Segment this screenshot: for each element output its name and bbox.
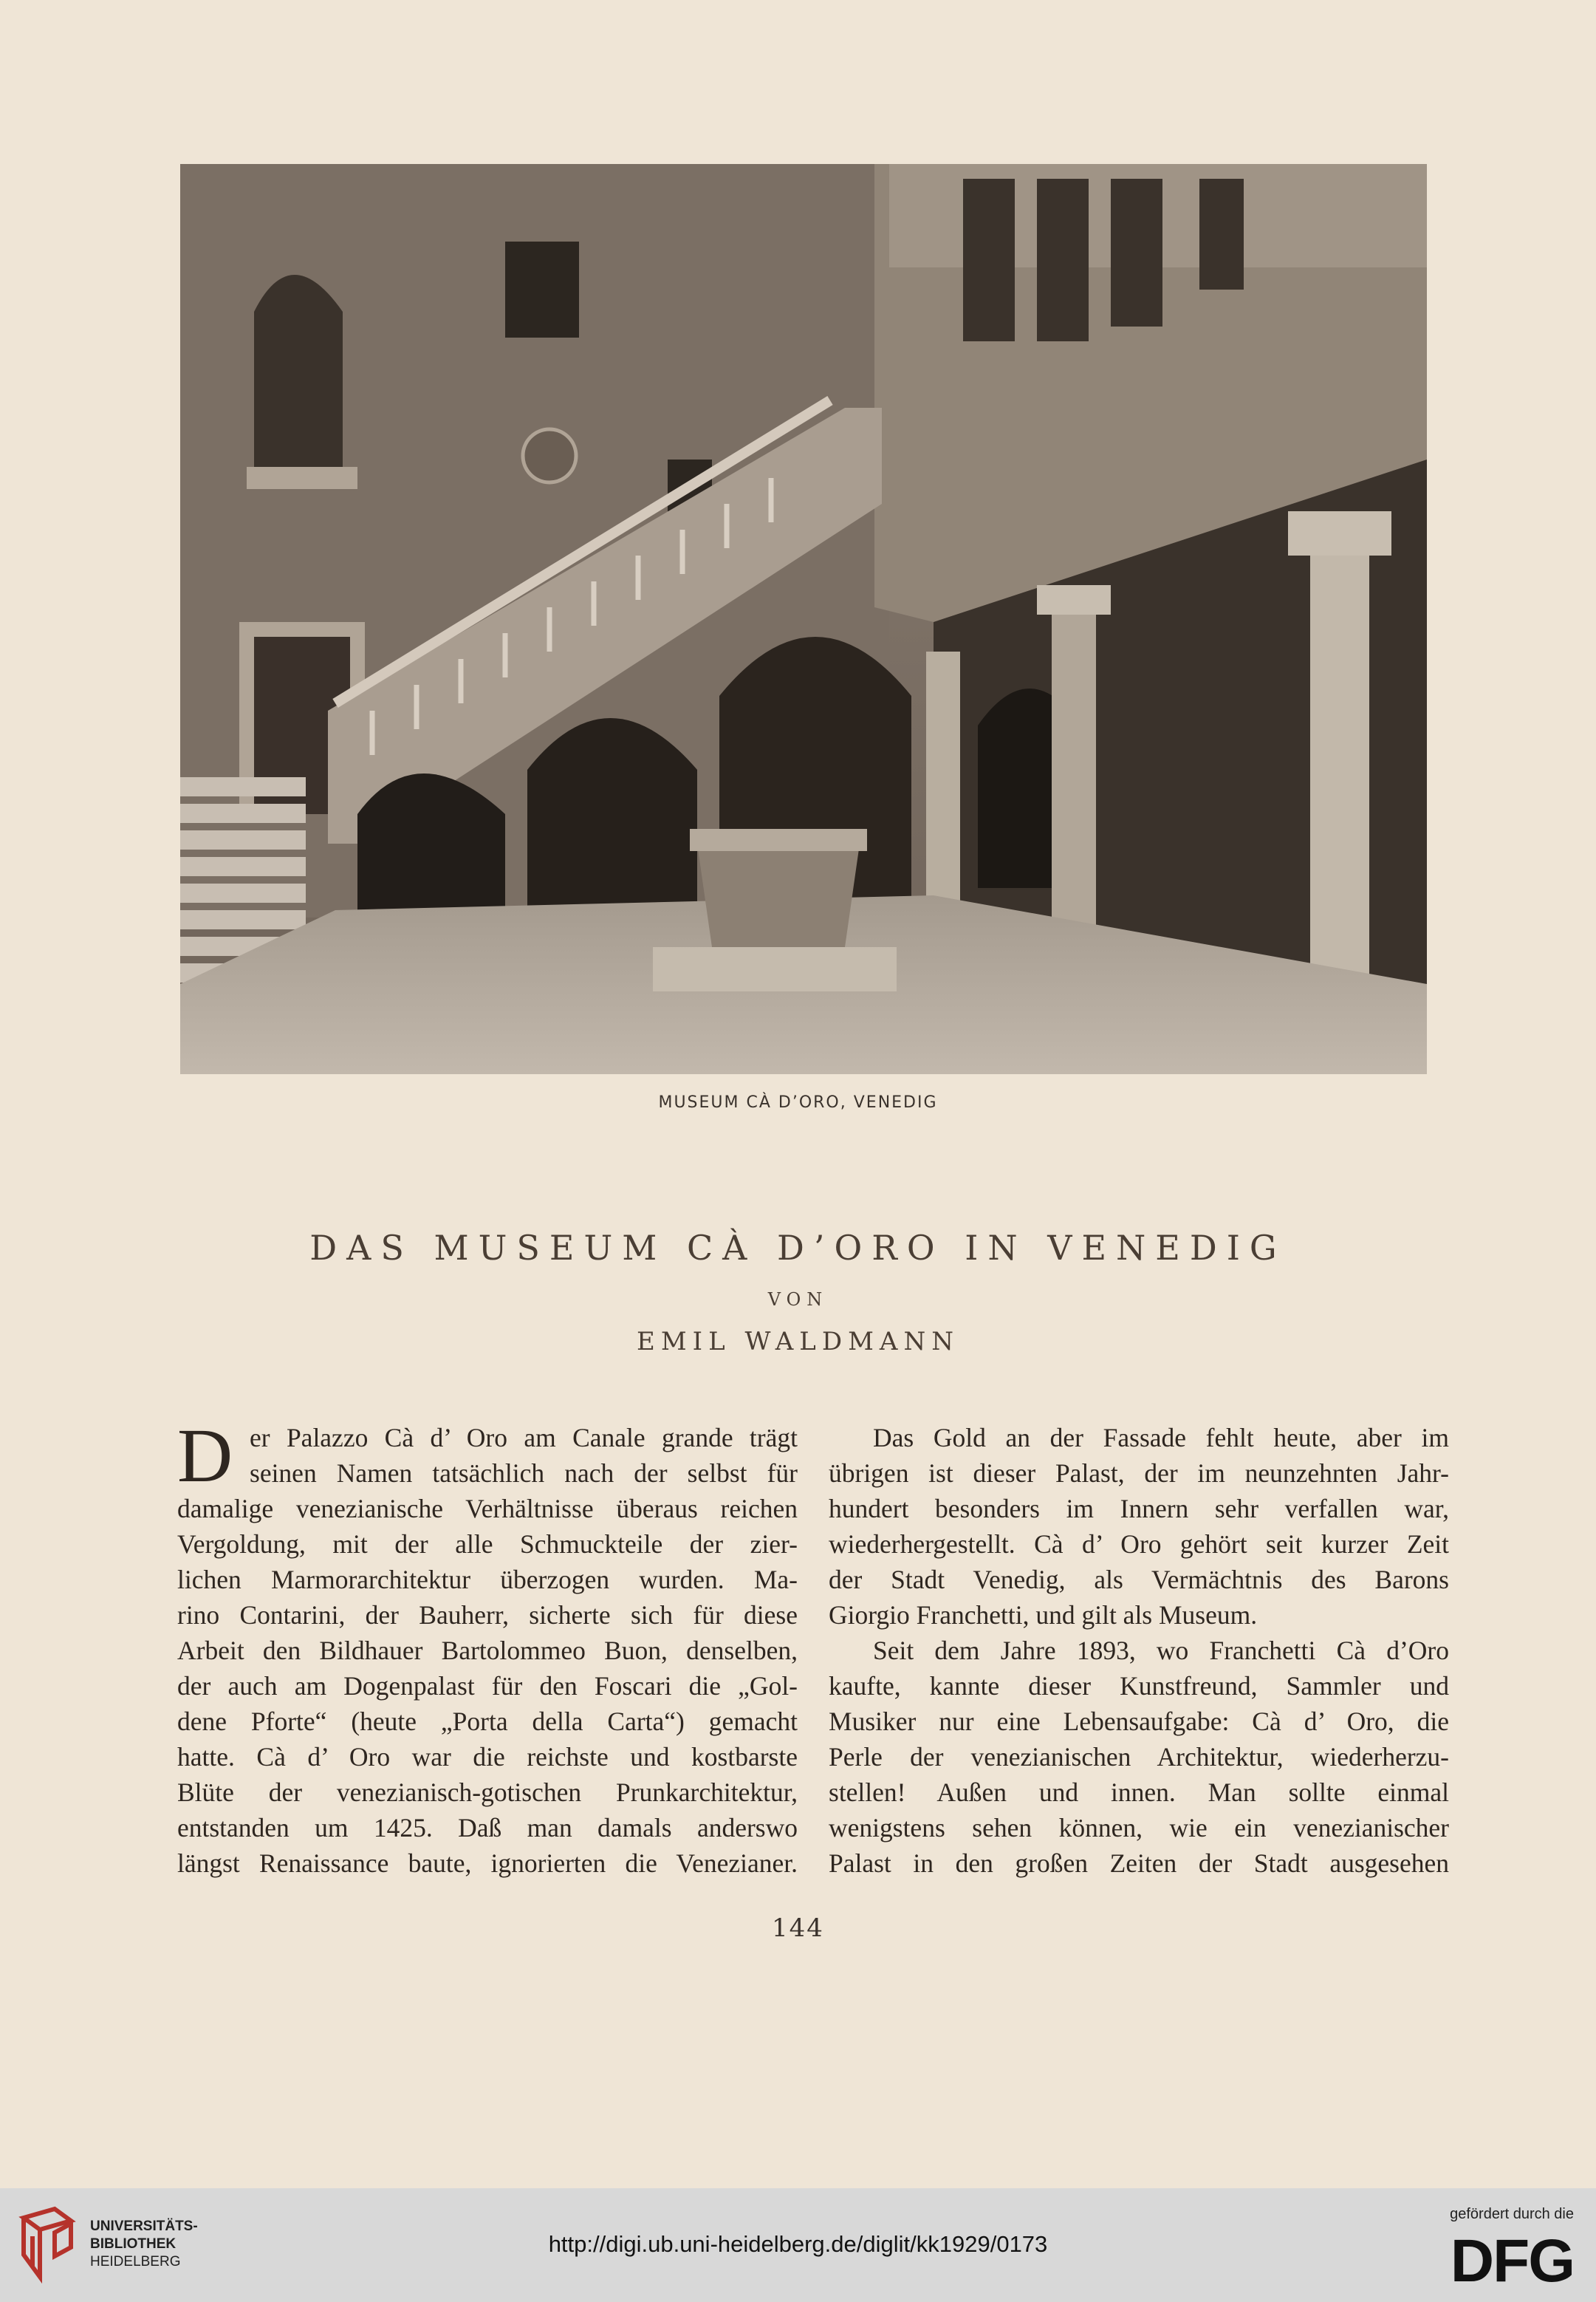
funding-label: gefördert durch die [1450, 2206, 1574, 2222]
source-url-link[interactable]: http://digi.ub.uni-heidelberg.de/diglit/kk1929/0173 [548, 2231, 1048, 2257]
text-line: Palast in den großen Zeiten der Stadt ausgesehen [829, 1848, 1449, 1878]
right-column [829, 1420, 1449, 1881]
text-line: Arbeit den Bildhauer Bartolommeo Buon, denselben, [177, 1636, 798, 1665]
text-line: wenigstens sehen können, wie ein venezianischer [829, 1813, 1449, 1842]
text-line: wiederhergestellt. Cà d’ Oro gehört seit kurzer Zeit [829, 1529, 1449, 1559]
library-line-3: HEIDELBERG [90, 2254, 181, 2269]
text-line: Das Gold an der Fassade fehlt heute, aber im [873, 1423, 1449, 1452]
text-line: entstanden um 1425. Daß man damals anderswo [177, 1813, 798, 1842]
article-author: EMIL WALDMANN [637, 1327, 959, 1356]
page-number: 144 [772, 1913, 824, 1943]
article-title: DAS MUSEUM CÀ D’ORO IN VENEDIG [309, 1228, 1287, 1268]
text-line: Musiker nur eine Lebensaufgabe: Cà d’ Oro, die [829, 1707, 1449, 1736]
text-line: Giorgio Franchetti, und gilt als Museum. [829, 1600, 1258, 1630]
text-line: übrigen ist dieser Palast, der im neunzehnten Jahr- [829, 1458, 1449, 1488]
text-line: er Palazzo Cà d’ Oro am Canale grande trägt [250, 1423, 798, 1452]
text-line: seinen Namen tatsächlich nach der selbst für [250, 1458, 798, 1488]
photo-caption: MUSEUM CÀ D’ORO, VENEDIG [658, 1093, 938, 1112]
dfg-logo[interactable]: DFG [1450, 2227, 1574, 2295]
drop-cap: D [177, 1413, 233, 1498]
text-line: lichen Marmorarchitektur überzogen wurden. Ma- [177, 1565, 798, 1594]
text-line: damalige venezianische Verhältnisse überaus reichen [177, 1494, 798, 1523]
text-line: der auch am Dogenpalast für den Foscari die „Gol- [177, 1671, 798, 1701]
text-line: Perle der venezianischen Architektur, wiederherzu- [829, 1742, 1449, 1772]
courtyard-photograph [180, 164, 1427, 1074]
text-line: hatte. Cà d’ Oro war die reichste und kostbarste [177, 1742, 798, 1772]
library-line-1: UNIVERSITÄTS- [90, 2219, 198, 2234]
text-line: Seit dem Jahre 1893, wo Franchetti Cà d’Oro [873, 1636, 1449, 1665]
text-line: rino Contarini, der Bauherr, sicherte sich für diese [177, 1600, 798, 1630]
text-line: der Stadt Venedig, als Vermächtnis des Barons [829, 1565, 1449, 1594]
text-line: Blüte der venezianisch-gotischen Prunkarchitektur, [177, 1777, 798, 1807]
text-line: hundert besonders im Innern sehr verfallen war, [829, 1494, 1449, 1523]
text-line: längst Renaissance baute, ignorierten die Venezianer. [177, 1848, 798, 1878]
text-line: kaufte, kannte dieser Kunstfreund, Sammler und [829, 1671, 1449, 1701]
footer-bar [0, 2188, 1596, 2302]
byline-von: VON [767, 1289, 829, 1310]
text-line: Vergoldung, mit der alle Schmuckteile der zier- [177, 1529, 798, 1559]
library-line-2: BIBLIOTHEK [90, 2236, 177, 2252]
courtyard-photograph-drawing [180, 164, 1427, 1074]
text-line: stellen! Außen und innen. Man sollte einmal [829, 1777, 1449, 1807]
text-line: dene Pforte“ (heute „Porta della Carta“) gemacht [177, 1707, 798, 1736]
left-column [177, 1413, 798, 1881]
